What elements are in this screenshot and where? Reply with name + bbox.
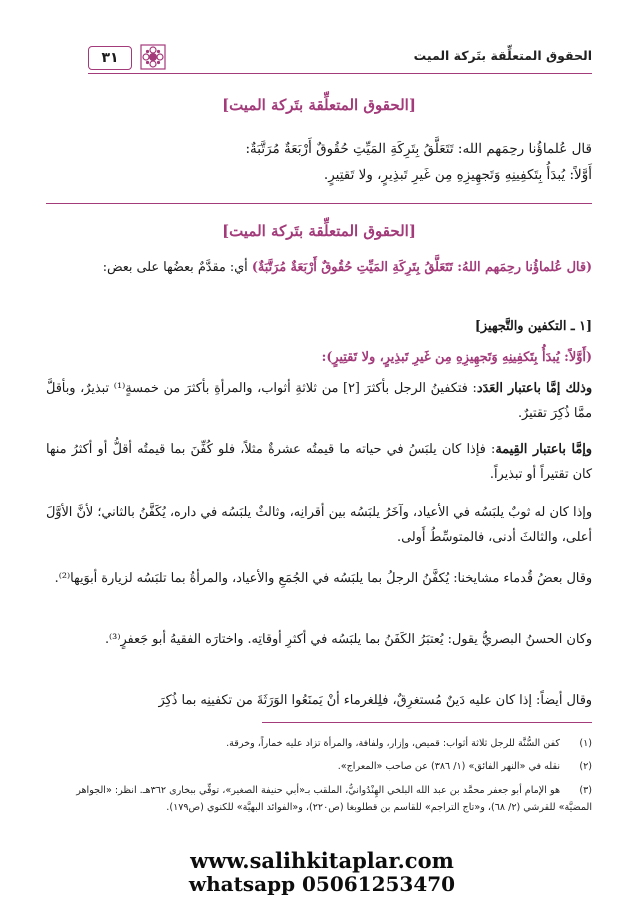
footnote-number: (٢) <box>579 761 592 772</box>
paragraph-text: : فإذا كان يلبَسُ في حياته ما قيمتُه عشرةٌ مثلاً، فلو كُفِّنَ بما قيمتُه أقلُّ أو أكثرُ منها كان تقتيراً أو تبذيراً. <box>46 442 592 482</box>
sharh-paragraph-6: وقال بعضُ قُدماء مشايخنا: يُكفَّنُ الرجلُ بما يلبَسُه في الجُمَعِ والأعياد، والمرأةُ بما تلبَسُه لزيارة أبوَيها⁽²⁾. <box>54 571 592 586</box>
footnote-text: نقله في «النهر الفائق» (١/ ٣٨٦) عن صاحب «المعراج». <box>337 761 560 772</box>
footnote-number: (١) <box>579 738 592 749</box>
sharh-paragraph-7: وكان الحسنُ البصريُّ يقول: يُعتبَرُ الكَفَنُ بما يلبَسُه في أكثرِ أوقاتِه. واختارَه الفقيهُ أبو جَعفرٍ⁽³⁾. <box>104 632 592 647</box>
bold-lead: وإمَّا باعتبار القِيمة <box>495 442 592 457</box>
quoted-matn: (قال عُلماؤُنا رحِمَهم اللهُ: تَتَعَلَّقُ بِتَرِكَةِ المَيِّتِ حُقُوقٌ أَرْبَعَةٌ مُرَتَّبَةٌ) <box>251 260 592 275</box>
sharh-paragraph-3 <box>46 376 592 426</box>
subheading: [١ ـ التكفين والتَّجهيز] <box>474 319 592 334</box>
header-title: الحقوق المتعلِّقة بتَركة الميت <box>413 48 592 63</box>
matn-line-2: أَوَّلاً: يُبدَأُ بِتَكفِينِهِ وَتَجهِيزِهِ مِن غَيرِ تَبذِيرٍ، ولا تَقتِيرٍ. <box>323 167 592 183</box>
quoted-matn: (أَوَّلاً: يُبدَأُ بِتَكفِينِهِ وَتَجهِيزِهِ مِن غَيرِ تَبذِيرٍ، ولا تَقتِيرٍ): <box>321 350 592 365</box>
sharh-section-title: [الحقوق المتعلِّقة بتَركة الميت] <box>222 222 416 240</box>
paragraph-text: : فتكفينُ الرجل بأكثرَ [٢] من ثلاثةِ أثواب، والمرأةِ بأكثرَ من خمسةٍ⁽¹⁾ تبذيرٌ، وبأقلَّ ممَّا ذُكِرَ تقتيرٌ. <box>46 381 592 421</box>
running-header <box>88 46 592 74</box>
footnote-text: هو الإمام أبو جعفر محمَّد بن عبد الله البلخي الهِنْدُوانيُّ، الملقب بـ«أبي حنيفة الصغير»، توفِّي ببخارى ٣٦٢هـ. انظر: «الجواهر المضيَّة» للقرشي (٢/ ٦٨)، و«تاج التراجم» للقاسم بن قطلوبغا (ص٢٢٠)، و«الفوائد البهيَّة» للكنوي (ص١٧٩). <box>76 785 592 813</box>
header-rule <box>88 73 592 74</box>
sharh-paragraph-5: وإذا كان له ثوبٌ يلبَسُه في الأعياد، وآخَرُ يلبَسُه بين أقرانِه، وثالثٌ يلبَسُه في داره، يُكَفَّنُ بالثاني؛ لأنَّ الأوَّلَ أعلى، والثالثَ أدنى، فالمتوسِّطُ أَولى. <box>46 505 592 545</box>
section-divider <box>46 203 592 204</box>
footnote-3 <box>46 782 592 816</box>
paragraph-text: أي: مقدَّمٌ بعضُها على بعض: <box>102 260 252 275</box>
sharh-paragraph-8: وقال أيضاً: إذا كان عليه دَينٌ مُستغرِقٌ، فلِلغرماء أنْ يَمنَعُوا الوَرَثَةَ من تكفينِه بما ذُكِرَ <box>158 693 592 708</box>
footnote-rule <box>262 722 592 723</box>
matn-section-title: [الحقوق المتعلِّقة بتَركة الميت] <box>222 96 416 114</box>
sharh-paragraph-2 <box>46 345 592 370</box>
watermark-phone: whatsapp 05061253470 <box>188 872 456 896</box>
matn-text <box>46 136 592 188</box>
bold-lead: وذلك إمَّا باعتبار العَدَد <box>476 381 593 396</box>
footnote-1 <box>46 735 592 752</box>
footnote-2 <box>46 758 592 775</box>
page-number: ٣١ <box>88 46 132 70</box>
flower-ornament-icon <box>140 44 166 70</box>
matn-line-1: قال عُلماؤُنا رحِمَهم الله: تَتَعَلَّقُ بِتَرِكَةِ المَيِّتِ حُقُوقٌ أَرْبَعَةٌ مُرَتَّبَةٌ: <box>245 141 592 157</box>
footnote-text: كفن السُّنَّة للرجل ثلاثة أثواب: قميص، وإزار، ولفافة، والمرأة تزاد عليه خماراً، وخرقة. <box>226 738 560 749</box>
watermark-url: www.salihkitaplar.com <box>190 848 454 873</box>
footnote-number: (٣) <box>579 785 592 796</box>
sharh-paragraph-4 <box>46 437 592 487</box>
sharh-paragraph-1 <box>46 255 592 280</box>
